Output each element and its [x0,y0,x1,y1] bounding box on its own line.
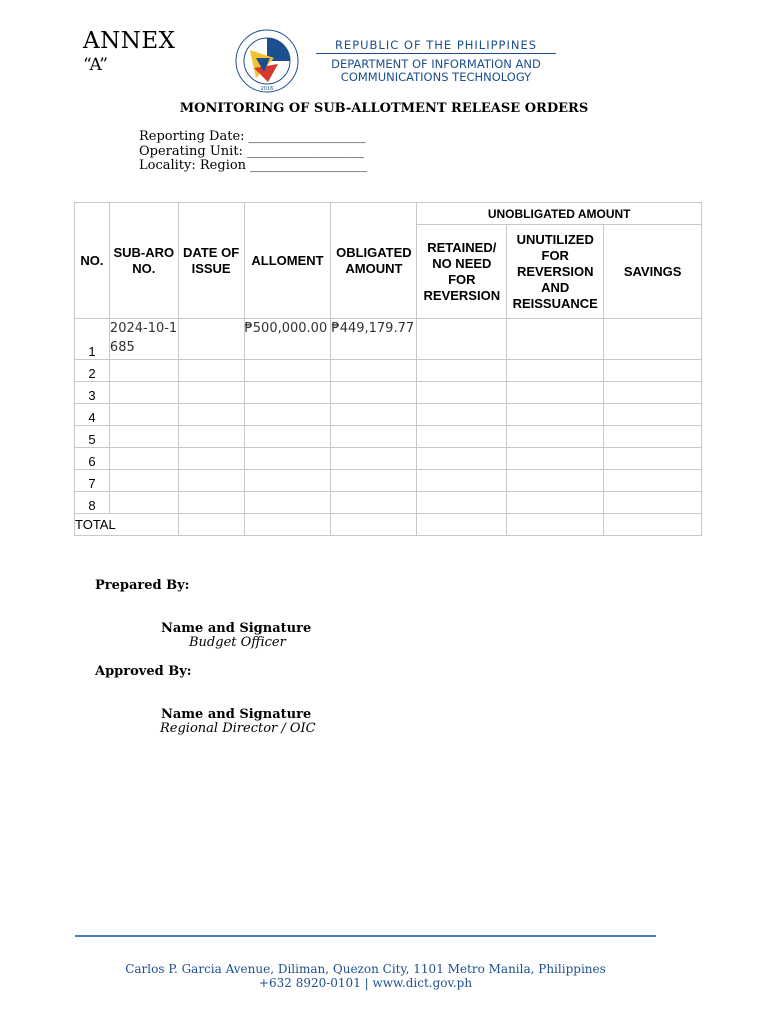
dict-seal-logo [234,28,300,94]
cell-allotment [244,382,331,404]
cell-no: 6 [75,448,110,470]
cell-savings [604,470,702,492]
cell-allotment [244,404,331,426]
cell-obligated [331,404,417,426]
cell-sub-aro [109,404,178,426]
table-row [75,404,702,426]
total-cell [417,514,507,536]
cell-sub-aro [109,492,178,514]
table-row [75,448,702,470]
header-unutilized: UNUTILIZED FOR REVERSION AND REISSUANCE [507,225,604,319]
cell-retained [417,404,507,426]
svg-text:2016: 2016 [260,86,274,92]
department-line-1: DEPARTMENT OF INFORMATION AND [331,57,541,71]
sub-allotment-table [74,202,702,536]
cell-date [178,360,244,382]
cell-unutilized [507,382,604,404]
cell-date [178,448,244,470]
prepared-signature-name: Name and Signature [161,621,312,636]
cell-obligated [331,360,417,382]
department-line-2: COMMUNICATIONS TECHNOLOGY [340,70,532,84]
cell-sub-aro [109,382,178,404]
total-cell [178,514,244,536]
reporting-date-field: Reporting Date: __________________ [139,129,366,144]
cell-no: 1 [75,319,110,360]
header-retained: RETAINED/ NO NEED FOR REVERSION [417,225,507,319]
header-no: NO. [75,203,110,319]
cell-savings [604,448,702,470]
cell-savings [604,382,702,404]
agency-rule [316,53,556,54]
cell-unutilized [507,426,604,448]
header-savings: SAVINGS [604,225,702,319]
header-date-of-issue: DATE OF ISSUE [178,203,244,319]
cell-sub-aro [109,426,178,448]
total-cell [604,514,702,536]
approved-by-label: Approved By: [95,664,192,679]
total-cell [244,514,331,536]
cell-allotment [244,492,331,514]
header-sub-aro: SUB-ARO NO. [109,203,178,319]
prepared-by-label: Prepared By: [95,578,190,593]
cell-allotment [244,470,331,492]
table-row [75,470,702,492]
cell-sub-aro [109,470,178,492]
header-unobligated-amount: UNOBLIGATED AMOUNT [417,203,702,225]
cell-savings [604,492,702,514]
table-row [75,382,702,404]
footer-address: Carlos P. Garcia Avenue, Diliman, Quezon City, 1101 Metro Manila, Philippines [125,962,606,976]
cell-obligated [331,426,417,448]
cell-unutilized [507,404,604,426]
annex-label: ANNEX [83,28,176,54]
cell-no: 3 [75,382,110,404]
cell-retained [417,382,507,404]
annex-letter: “A” [83,55,108,75]
cell-obligated [331,448,417,470]
cell-retained [417,360,507,382]
table-total-row [75,514,702,536]
locality-field: Locality: Region __________________ [139,158,368,174]
cell-unutilized [507,448,604,470]
approved-signature-role: Regional Director / OIC [160,721,316,736]
cell-retained [417,470,507,492]
cell-unutilized [507,470,604,492]
footer-divider [75,935,656,937]
cell-no: 2 [75,360,110,382]
cell-date [178,404,244,426]
cell-savings [604,319,702,360]
table-row [75,360,702,382]
cell-sub-aro [109,448,178,470]
cell-date [178,382,244,404]
cell-sub-aro [109,360,178,382]
cell-no: 5 [75,426,110,448]
cell-no: 4 [75,404,110,426]
document-title: MONITORING OF SUB-ALLOTMENT RELEASE ORDERS [179,101,589,116]
table-row [75,319,702,360]
cell-unutilized [507,319,604,360]
cell-obligated [331,382,417,404]
cell-date [178,426,244,448]
cell-retained [417,319,507,360]
prepared-signature-role: Budget Officer [189,635,286,650]
cell-savings [604,360,702,382]
cell-no: 7 [75,470,110,492]
cell-date [178,492,244,514]
cell-unutilized [507,492,604,514]
cell-obligated [331,470,417,492]
total-cell [331,514,417,536]
total-label: TOTAL [75,514,179,536]
cell-savings [604,426,702,448]
cell-date [178,319,244,360]
header-allotment: ALLOMENT [244,203,331,319]
header-obligated-amount: OBLIGATED AMOUNT [331,203,417,319]
cell-retained [417,426,507,448]
cell-unutilized [507,360,604,382]
approved-signature-name: Name and Signature [161,707,312,722]
table-row [75,426,702,448]
cell-retained [417,492,507,514]
operating-unit-field: Operating Unit: __________________ [139,143,365,159]
cell-no: 8 [75,492,110,514]
cell-retained [417,448,507,470]
footer-contact: +632 8920-0101 | www.dict.gov.ph [258,976,473,990]
cell-allotment [244,360,331,382]
cell-obligated [331,492,417,514]
cell-allotment [244,448,331,470]
total-cell [507,514,604,536]
cell-savings [604,404,702,426]
agency-header [316,38,556,84]
table-row [75,492,702,514]
cell-obligated: ₱449,179.77 [331,319,417,360]
cell-allotment: ₱500,000.00 [244,319,331,360]
report-info [139,130,367,174]
cell-date [178,470,244,492]
cell-allotment [244,426,331,448]
cell-sub-aro: 2024-10-1685 [109,319,178,360]
republic-text: REPUBLIC OF THE PHILIPPINES [334,38,538,52]
